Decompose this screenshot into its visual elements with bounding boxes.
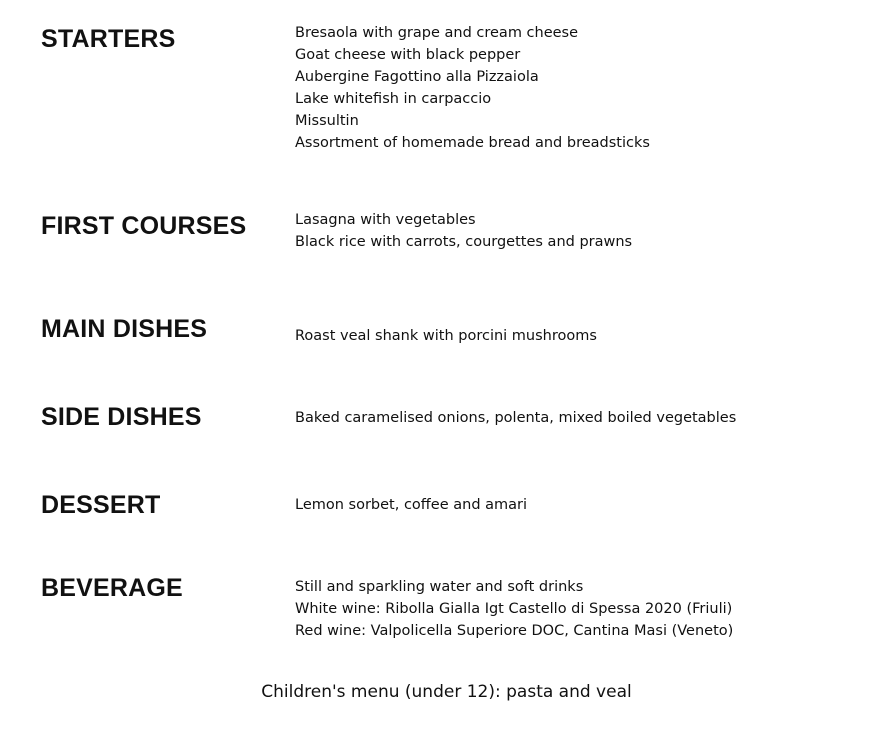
dish-list	[295, 576, 733, 642]
dish-item: White wine: Ribolla Gialla Igt Castello di Spessa 2020 (Friuli)	[295, 601, 733, 617]
dish-list	[295, 494, 527, 516]
section-heading: BEVERAGE	[41, 574, 183, 602]
dish-item: Lasagna with vegetables	[295, 212, 476, 228]
dish-item: Lemon sorbet, coffee and amari	[295, 497, 528, 513]
dish-item: Black rice with carrots, courgettes and prawns	[295, 234, 633, 250]
dish-item: Bresaola with grape and cream cheese	[295, 25, 579, 41]
section-heading: FIRST COURSES	[41, 212, 247, 240]
section-heading: SIDE DISHES	[41, 403, 202, 431]
dish-item: Roast veal shank with porcini mushrooms	[295, 328, 597, 344]
dish-item: Goat cheese with black pepper	[295, 47, 521, 63]
section-heading: STARTERS	[41, 25, 176, 53]
dish-item: Baked caramelised onions, polenta, mixed boiled vegetables	[295, 410, 737, 426]
dish-list	[295, 407, 736, 429]
section-heading: DESSERT	[41, 491, 161, 519]
dish-item: Lake whitefish in carpaccio	[295, 91, 492, 107]
dish-list	[295, 209, 632, 253]
section-heading: MAIN DISHES	[41, 315, 208, 343]
dish-item: Aubergine Fagottino alla Pizzaiola	[295, 69, 539, 85]
dish-item: Assortment of homemade bread and breadsticks	[295, 135, 650, 151]
dish-list	[295, 325, 597, 347]
childrens-menu-note: Children's menu (under 12): pasta and veal	[261, 682, 632, 702]
dish-item: Still and sparkling water and soft drinks	[295, 579, 584, 595]
dish-item: Red wine: Valpolicella Superiore DOC, Cantina Masi (Veneto)	[295, 623, 734, 639]
dish-item: Missultin	[295, 113, 359, 129]
dish-list	[295, 22, 650, 154]
